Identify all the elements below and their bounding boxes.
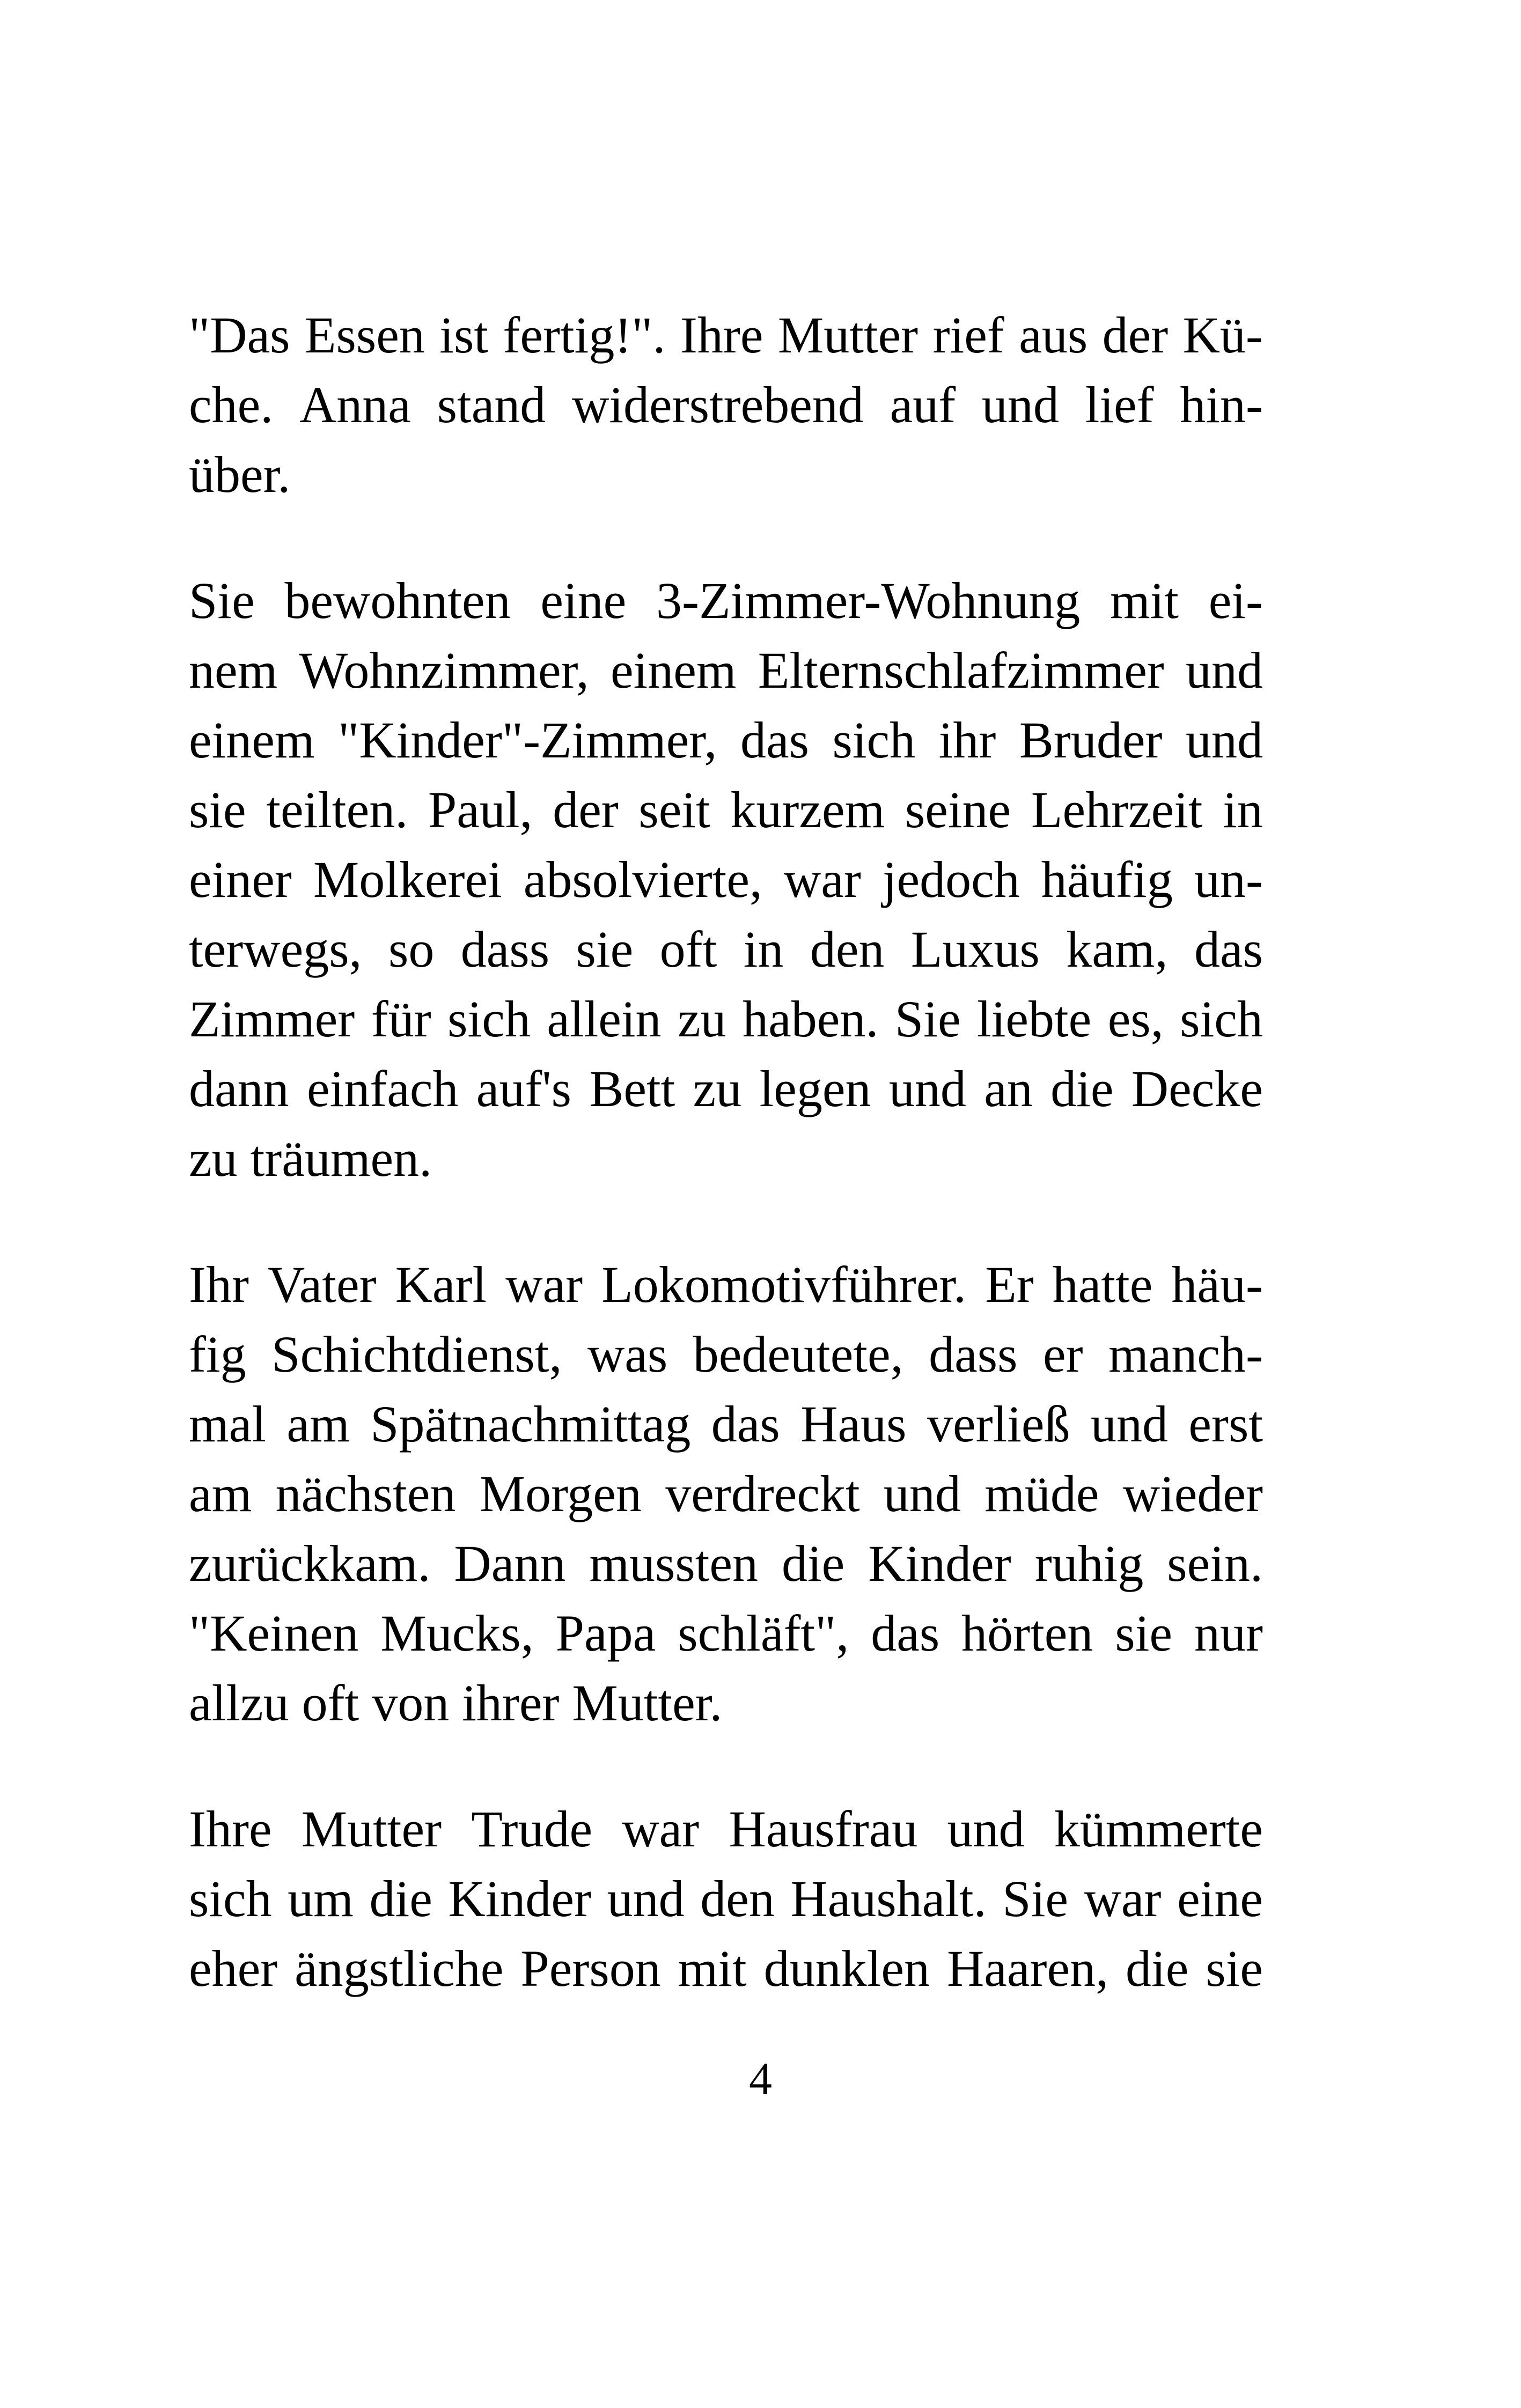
paragraph-2 <box>189 566 1263 1194</box>
text-line: dann einfach auf's Bett zu legen und an die Decke <box>189 1060 1263 1117</box>
text-line: eher ängstliche Person mit dunklen Haaren, die sie <box>189 1940 1263 1997</box>
text-line: Zimmer für sich allein zu haben. Sie liebte es, sich <box>189 990 1263 1048</box>
paragraph-1 <box>189 300 1263 510</box>
text-line: sie teilten. Paul, der seit kurzem seine Lehrzeit in <box>189 781 1263 838</box>
text-line: fig Schichtdienst, was bedeutete, dass er manch- <box>189 1325 1263 1383</box>
text-line: sich um die Kinder und den Haushalt. Sie war eine <box>189 1870 1263 1927</box>
paragraph-3 <box>189 1250 1263 1738</box>
text-line: Sie bewohnten eine 3-Zimmer-Wohnung mit ei- <box>189 572 1263 629</box>
text-line: zurückkam. Dann mussten die Kinder ruhig sein. <box>189 1535 1263 1592</box>
text-line: nem Wohnzimmer, einem Elternschlafzimmer und <box>189 642 1263 699</box>
text-line: allzu oft von ihrer Mutter. <box>189 1674 723 1732</box>
text-line: "Keinen Mucks, Papa schläft", das hörten sie nur <box>189 1604 1263 1662</box>
text-line: einem "Kinder"-Zimmer, das sich ihr Bruder und <box>189 711 1263 769</box>
text-line: che. Anna stand widerstrebend auf und lief hin- <box>189 376 1263 433</box>
text-line: Ihr Vater Karl war Lokomotivführer. Er hatte häu- <box>189 1256 1263 1313</box>
text-line: terwegs, so dass sie oft in den Luxus kam, das <box>189 921 1263 978</box>
text-line: mal am Spätnachmittag das Haus verließ und erst <box>189 1395 1263 1453</box>
page-number: 4 <box>749 2053 772 2104</box>
text-line: Ihre Mutter Trude war Hausfrau und kümmerte <box>189 1800 1263 1858</box>
paragraph-4 <box>189 1794 1263 2004</box>
text-line: am nächsten Morgen verdreckt und müde wieder <box>189 1465 1263 1522</box>
page-body <box>189 300 1263 2004</box>
text-line: "Das Essen ist fertig!". Ihre Mutter rief aus der Kü- <box>189 306 1263 364</box>
text-line: zu träumen. <box>189 1130 432 1187</box>
text-line: einer Molkerei absolvierte, war jedoch häufig un- <box>189 851 1263 908</box>
text-line: über. <box>189 446 291 503</box>
